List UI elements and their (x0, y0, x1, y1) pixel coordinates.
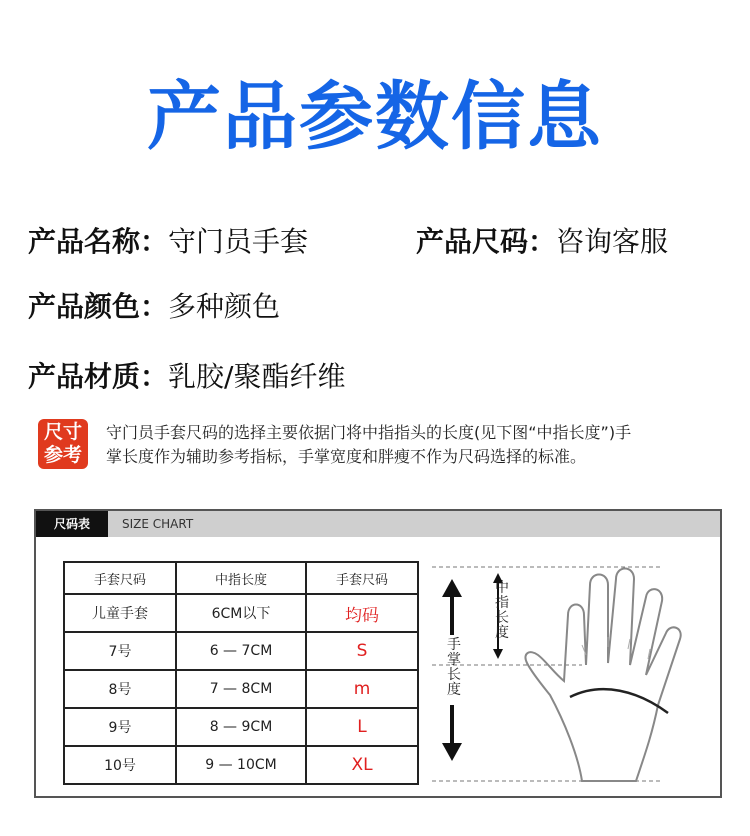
header-glove-size: 手套尺码 (64, 562, 176, 594)
table-header-row (64, 562, 418, 594)
size-note (106, 421, 726, 469)
cell-finger-length: 9 — 10CM (176, 746, 306, 784)
size-chart (34, 509, 722, 798)
badge-line1: 尺寸 (43, 421, 82, 443)
cell-size-letter: 均码 (306, 594, 418, 632)
cell-size-letter: XL (306, 746, 418, 784)
product-color-label: 产品颜色： (28, 290, 169, 323)
product-name-label: 产品名称： (28, 225, 169, 258)
finger-length-label: 中指长度 (495, 580, 509, 641)
size-chart-subtitle: SIZE CHART (122, 517, 194, 531)
header-finger-length: 中指长度 (176, 562, 306, 594)
palm-crease-line (570, 689, 668, 713)
size-table (63, 561, 419, 785)
product-color-row (28, 285, 280, 325)
cell-size-letter: L (306, 708, 418, 746)
table-row (64, 746, 418, 784)
cell-finger-length: 8 — 9CM (176, 708, 306, 746)
table-row (64, 632, 418, 670)
cell-size-letter: S (306, 632, 418, 670)
size-chart-tab: 尺码表 (36, 511, 108, 537)
size-reference-badge (38, 419, 88, 469)
badge-line2: 参考 (43, 444, 82, 466)
cell-size-number: 8号 (64, 670, 176, 708)
product-size-row (416, 220, 668, 260)
product-material-value: 乳胶/聚酯纤维 (168, 360, 346, 393)
table-row (64, 708, 418, 746)
cell-finger-length: 6CM以下 (176, 594, 306, 632)
cell-size-number: 9号 (64, 708, 176, 746)
table-row (64, 594, 418, 632)
cell-size-number: 儿童手套 (64, 594, 176, 632)
hand-outline-icon (525, 569, 680, 782)
product-color-value: 多种颜色 (168, 290, 281, 323)
product-material-row (28, 355, 345, 395)
product-size-label: 产品尺码： (416, 225, 557, 258)
size-note-line1: 守门员手套尺码的选择主要依据门将中指指头的长度(见下图“中指长度”)手 (106, 423, 632, 442)
cell-finger-length: 7 — 8CM (176, 670, 306, 708)
page-title: 产品参数信息 (147, 74, 603, 160)
size-note-line2: 掌长度作为辅助参考指标，手掌宽度和胖瘦不作为尺码选择的标准。 (106, 447, 587, 466)
product-size-value: 咨询客服 (556, 225, 669, 258)
header-glove-size-2: 手套尺码 (306, 562, 418, 594)
cell-size-letter: m (306, 670, 418, 708)
table-row (64, 670, 418, 708)
cell-finger-length: 6 — 7CM (176, 632, 306, 670)
palm-length-label: 手掌长度 (447, 637, 461, 698)
product-name-value: 守门员手套 (168, 225, 309, 258)
cell-size-number: 7号 (64, 632, 176, 670)
product-name-row (28, 220, 308, 260)
product-material-label: 产品材质： (28, 360, 169, 393)
hand-measure-illustration (432, 545, 712, 795)
cell-size-number: 10号 (64, 746, 176, 784)
size-chart-header (36, 511, 720, 537)
